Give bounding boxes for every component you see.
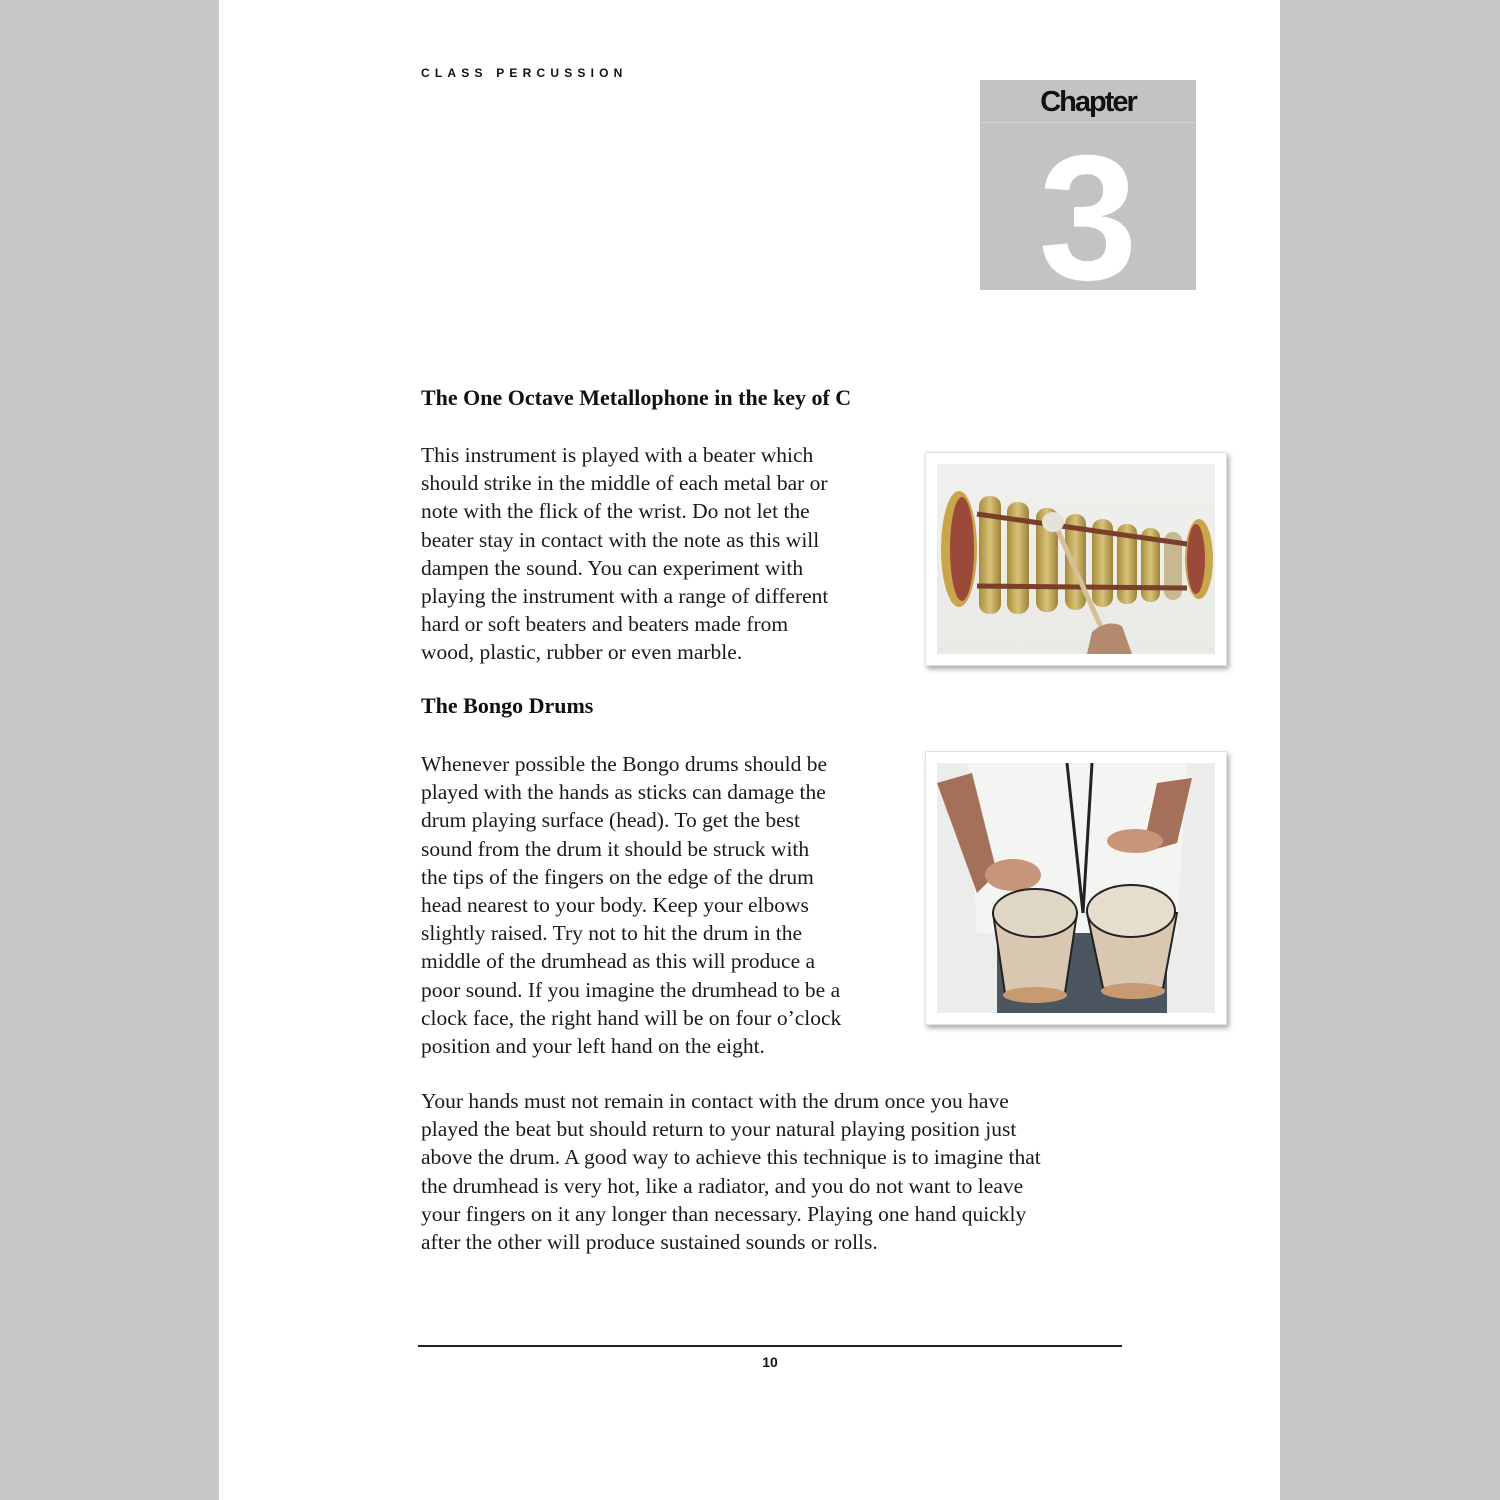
text-line: above the drum. A good way to achieve this technique is to imagine that <box>421 1145 1041 1170</box>
text-line: playing the instrument with a range of different <box>421 584 829 609</box>
section-paragraph-metallophone <box>421 441 828 667</box>
text-line: wood, plastic, rubber or even marble. <box>421 640 743 665</box>
text-line: middle of the drumhead as this will produce a <box>421 949 816 974</box>
metallophone-photo <box>937 464 1215 654</box>
document-page <box>219 0 1280 1500</box>
bongo-drums-icon <box>937 763 1215 1013</box>
text-line: the tips of the fingers on the edge of the drum <box>421 864 814 889</box>
text-line: This instrument is played with a beater which <box>421 443 814 467</box>
section-paragraph-bongo <box>421 750 841 1060</box>
section-heading-bongo: The Bongo Drums <box>421 693 594 718</box>
text-line: clock face, the right hand will be on four o’clock <box>421 1005 842 1030</box>
running-header: CLASS PERCUSSION <box>421 66 628 80</box>
text-line: head nearest to your body. Keep your elbows <box>421 893 809 918</box>
text-line: dampen the sound. You can experiment with <box>421 555 804 580</box>
text-line: note with the flick of the wrist. Do not let the <box>421 499 810 524</box>
section-heading-metallophone: The One Octave Metallophone in the key of C <box>421 385 852 410</box>
text-line: Whenever possible the Bongo drums should be <box>421 752 828 776</box>
text-line: poor sound. If you imagine the drumhead to be a <box>421 977 841 1002</box>
chapter-label: Chapter <box>1040 86 1136 118</box>
text-line: after the other will produce sustained sounds or rolls. <box>421 1230 878 1255</box>
chapter-number: 3 <box>1038 118 1138 317</box>
metallophone-icon <box>937 464 1215 654</box>
text-line: drum playing surface (head). To get the best <box>421 808 801 833</box>
text-line: the drumhead is very hot, like a radiator, and you do not want to leave <box>421 1173 1024 1198</box>
text-line: played the beat but should return to your natural playing position just <box>421 1117 1017 1142</box>
page-number: 10 <box>762 1354 778 1370</box>
bongo-drums-photo <box>937 763 1215 1013</box>
footer-divider <box>418 1345 1122 1347</box>
closing-paragraph <box>421 1087 1041 1256</box>
text-line: hard or soft beaters and beaters made from <box>421 612 789 637</box>
text-line: your fingers on it any longer than necessary. Playing one hand quickly <box>421 1201 1027 1226</box>
text-line: sound from the drum it should be struck with <box>421 836 810 861</box>
text-line: position and your left hand on the eight. <box>421 1034 765 1059</box>
bongo-photo-frame <box>925 751 1227 1025</box>
text-line: Your hands must not remain in contact with the drum once you have <box>421 1089 1009 1113</box>
text-line: played with the hands as sticks can damage the <box>421 780 826 805</box>
metallophone-photo-frame <box>925 452 1227 666</box>
text-line: beater stay in contact with the note as this will <box>421 527 820 552</box>
text-line: should strike in the middle of each metal bar or <box>421 471 828 496</box>
chapter-badge <box>980 80 1196 317</box>
text-line: slightly raised. Try not to hit the drum in the <box>421 921 803 946</box>
